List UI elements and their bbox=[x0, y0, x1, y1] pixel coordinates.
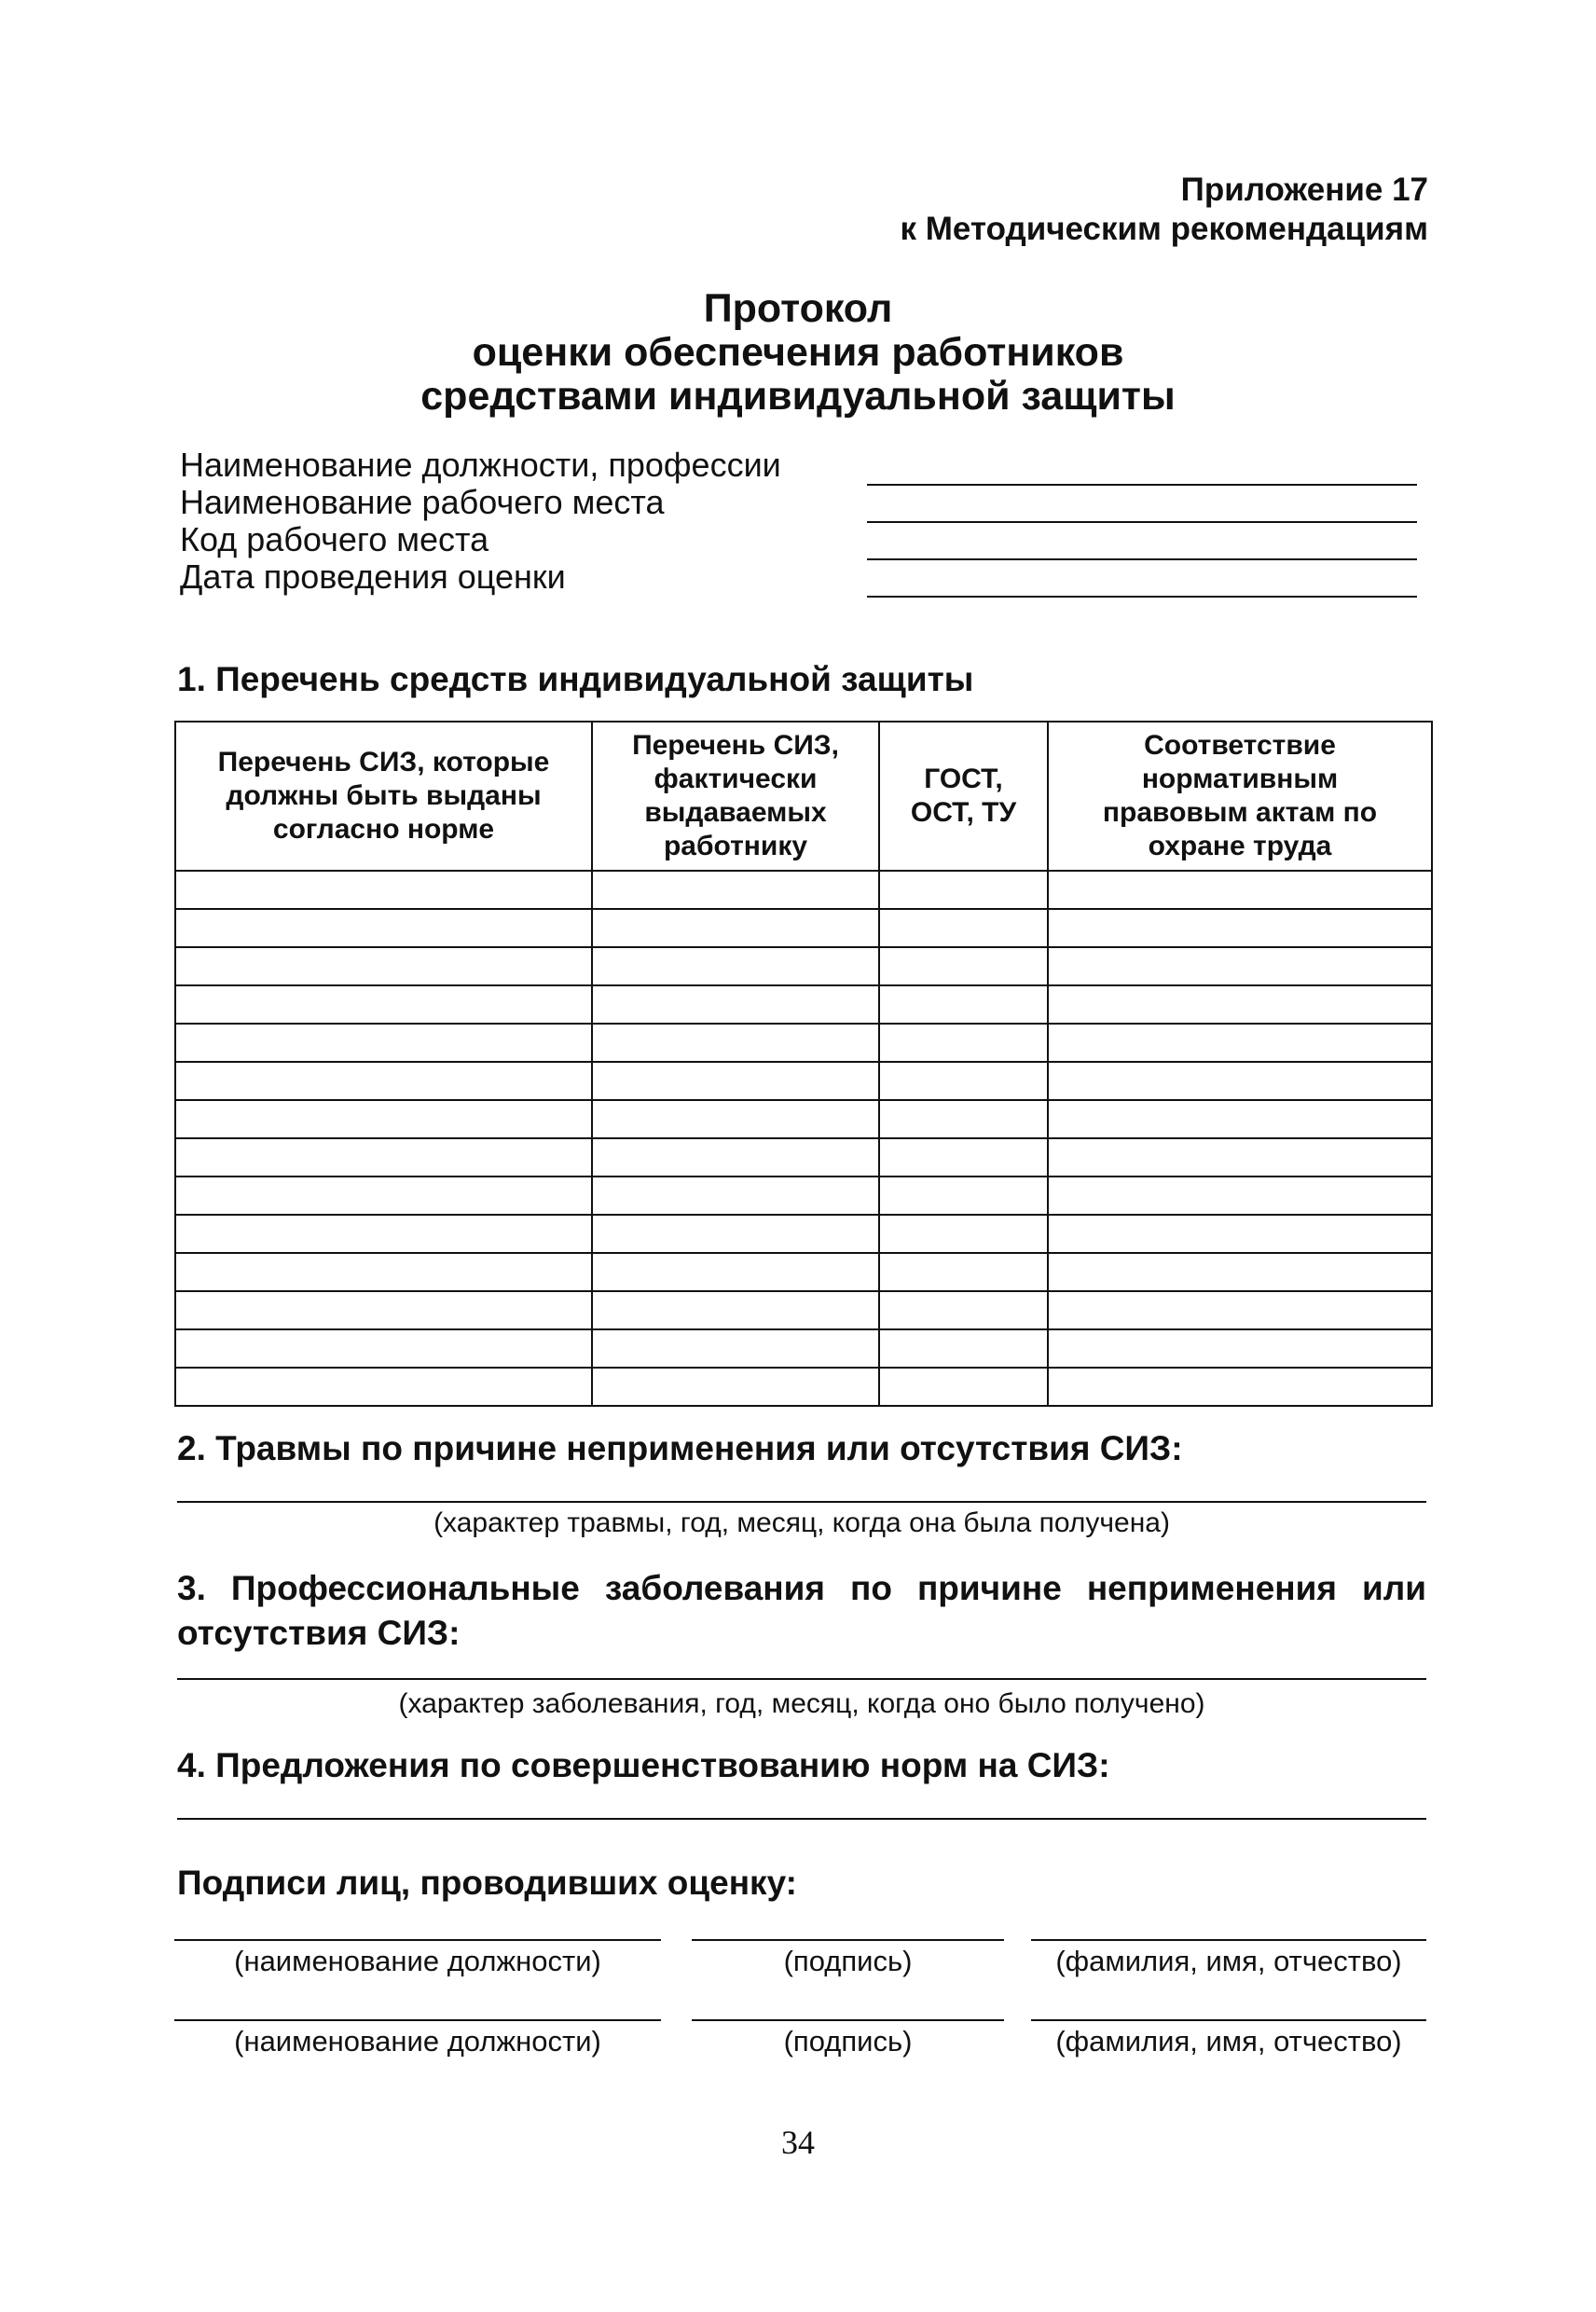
table-cell[interactable] bbox=[175, 1024, 592, 1062]
field-label-workplace-code: Код рабочего места bbox=[180, 520, 489, 558]
table-cell[interactable] bbox=[1048, 1291, 1432, 1329]
document-title: Протокол bbox=[703, 286, 893, 331]
table-cell[interactable] bbox=[879, 909, 1048, 947]
table-cell[interactable] bbox=[175, 1138, 592, 1177]
table-row bbox=[175, 1215, 1432, 1253]
section1-heading: 1. Перечень средств индивидуальной защиты bbox=[177, 660, 974, 698]
section2-answer-line[interactable] bbox=[177, 1501, 1426, 1503]
field-input-assessment-date[interactable] bbox=[867, 596, 1417, 598]
table-cell[interactable] bbox=[1048, 871, 1432, 909]
table-cell[interactable] bbox=[175, 1177, 592, 1215]
table-cell[interactable] bbox=[175, 1329, 592, 1368]
table-cell[interactable] bbox=[592, 947, 879, 985]
table-cell[interactable] bbox=[592, 1024, 879, 1062]
table-cell[interactable] bbox=[592, 1138, 879, 1177]
section3-heading-line2: отсутствия СИЗ: bbox=[177, 1614, 461, 1652]
section2-heading: 2. Травмы по причине неприменения или отсутствия СИЗ: bbox=[177, 1429, 1183, 1467]
signature2-position-line[interactable] bbox=[174, 2019, 661, 2021]
table-cell[interactable] bbox=[879, 1138, 1048, 1177]
table-cell[interactable] bbox=[1048, 1100, 1432, 1138]
table-cell[interactable] bbox=[879, 985, 1048, 1024]
section3-heading bbox=[177, 1566, 1426, 1656]
table-cell[interactable] bbox=[592, 1291, 879, 1329]
section3-heading-line1: 3. Профессиональные заболевания по причине неприменения или bbox=[177, 1569, 1426, 1607]
table-row bbox=[175, 1100, 1432, 1138]
table-cell[interactable] bbox=[1048, 1215, 1432, 1253]
field-label-assessment-date: Дата проведения оценки bbox=[180, 557, 566, 596]
table-cell[interactable] bbox=[879, 1215, 1048, 1253]
table-cell[interactable] bbox=[1048, 1177, 1432, 1215]
table-cell[interactable] bbox=[1048, 1329, 1432, 1368]
table-cell[interactable] bbox=[879, 1100, 1048, 1138]
table-cell[interactable] bbox=[175, 1215, 592, 1253]
table-row bbox=[175, 985, 1432, 1024]
table-cell[interactable] bbox=[175, 947, 592, 985]
column-header-required-ppe: Перечень СИЗ, которые должны быть выданы согласно норме bbox=[175, 722, 592, 871]
ppe-table bbox=[174, 721, 1433, 1407]
table-cell[interactable] bbox=[592, 909, 879, 947]
table-cell[interactable] bbox=[175, 1062, 592, 1100]
table-cell[interactable] bbox=[592, 871, 879, 909]
table-row bbox=[175, 1253, 1432, 1291]
signatures-heading: Подписи лиц, проводивших оценку: bbox=[177, 1864, 797, 1902]
signature2-name-line[interactable] bbox=[1031, 2019, 1426, 2021]
table-cell[interactable] bbox=[175, 1100, 592, 1138]
signature2-sign-caption: (подпись) bbox=[783, 2025, 913, 2057]
signature1-position-caption: (наименование должности) bbox=[234, 1945, 601, 1977]
table-cell[interactable] bbox=[1048, 1024, 1432, 1062]
column-header-issued-ppe: Перечень СИЗ, фактически выдаваемых работнику bbox=[592, 722, 879, 871]
table-cell[interactable] bbox=[592, 1215, 879, 1253]
section3-caption: (характер заболевания, год, месяц, когда оно было получено) bbox=[398, 1688, 1205, 1719]
column-header-standard: ГОСТ, ОСТ, ТУ bbox=[879, 722, 1048, 871]
table-cell[interactable] bbox=[1048, 909, 1432, 947]
table-cell[interactable] bbox=[592, 1062, 879, 1100]
table-cell[interactable] bbox=[592, 1368, 879, 1406]
section3-answer-line[interactable] bbox=[177, 1678, 1426, 1680]
signature2-sign-line[interactable] bbox=[692, 2019, 1004, 2021]
table-row bbox=[175, 1368, 1432, 1406]
table-cell[interactable] bbox=[1048, 1062, 1432, 1100]
table-cell[interactable] bbox=[1048, 1368, 1432, 1406]
table-cell[interactable] bbox=[175, 1368, 592, 1406]
document-subtitle-line2: средствами индивидуальной защиты bbox=[420, 374, 1176, 419]
table-cell[interactable] bbox=[879, 1368, 1048, 1406]
table-cell[interactable] bbox=[592, 1253, 879, 1291]
table-cell[interactable] bbox=[879, 1024, 1048, 1062]
signature1-sign-caption: (подпись) bbox=[783, 1945, 913, 1977]
table-cell[interactable] bbox=[592, 1329, 879, 1368]
column-header-compliance: Соответствие нормативным правовым актам по охране труда bbox=[1048, 722, 1432, 871]
document-subtitle-line1: оценки обеспечения работников bbox=[472, 330, 1124, 375]
table-row bbox=[175, 947, 1432, 985]
table-row bbox=[175, 1024, 1432, 1062]
signature1-name-line[interactable] bbox=[1031, 1939, 1426, 1941]
table-cell[interactable] bbox=[1048, 947, 1432, 985]
table-cell[interactable] bbox=[879, 1062, 1048, 1100]
table-row bbox=[175, 1177, 1432, 1215]
appendix-number: Приложение 17 bbox=[1180, 172, 1428, 208]
signature1-position-line[interactable] bbox=[174, 1939, 661, 1941]
signature2-name-caption: (фамилия, имя, отчество) bbox=[1055, 2025, 1402, 2057]
table-row bbox=[175, 1291, 1432, 1329]
table-row bbox=[175, 1329, 1432, 1368]
field-input-workplace[interactable] bbox=[867, 521, 1417, 523]
table-cell[interactable] bbox=[175, 909, 592, 947]
field-label-workplace: Наименование рабочего места bbox=[180, 483, 665, 521]
table-cell[interactable] bbox=[879, 947, 1048, 985]
table-cell[interactable] bbox=[592, 985, 879, 1024]
table-cell[interactable] bbox=[879, 1177, 1048, 1215]
page-number: 34 bbox=[781, 2124, 815, 2161]
table-cell[interactable] bbox=[175, 985, 592, 1024]
appendix-reference: к Методическим рекомендациям bbox=[900, 211, 1428, 247]
signature2-position-caption: (наименование должности) bbox=[234, 2025, 601, 2057]
section4-answer-line[interactable] bbox=[177, 1818, 1426, 1820]
table-cell[interactable] bbox=[879, 1253, 1048, 1291]
table-cell[interactable] bbox=[1048, 1138, 1432, 1177]
table-cell[interactable] bbox=[879, 871, 1048, 909]
table-row bbox=[175, 1138, 1432, 1177]
field-input-workplace-code[interactable] bbox=[867, 558, 1417, 560]
table-cell[interactable] bbox=[175, 1291, 592, 1329]
table-cell[interactable] bbox=[175, 871, 592, 909]
signature1-sign-line[interactable] bbox=[692, 1939, 1004, 1941]
section2-caption: (характер травмы, год, месяц, когда она была получена) bbox=[433, 1507, 1170, 1538]
field-input-position[interactable] bbox=[867, 484, 1417, 486]
field-label-position: Наименование должности, профессии bbox=[180, 446, 781, 484]
table-cell[interactable] bbox=[1048, 1253, 1432, 1291]
signature1-name-caption: (фамилия, имя, отчество) bbox=[1055, 1945, 1402, 1977]
table-cell[interactable] bbox=[592, 1100, 879, 1138]
table-cell[interactable] bbox=[592, 1177, 879, 1215]
ppe-table-header bbox=[175, 722, 1432, 871]
table-row bbox=[175, 1062, 1432, 1100]
table-cell[interactable] bbox=[879, 1291, 1048, 1329]
table-cell[interactable] bbox=[175, 1253, 592, 1291]
section4-heading: 4. Предложения по совершенствованию норм на СИЗ: bbox=[177, 1746, 1110, 1784]
table-cell[interactable] bbox=[1048, 985, 1432, 1024]
table-cell[interactable] bbox=[879, 1329, 1048, 1368]
table-row bbox=[175, 871, 1432, 909]
table-row bbox=[175, 909, 1432, 947]
